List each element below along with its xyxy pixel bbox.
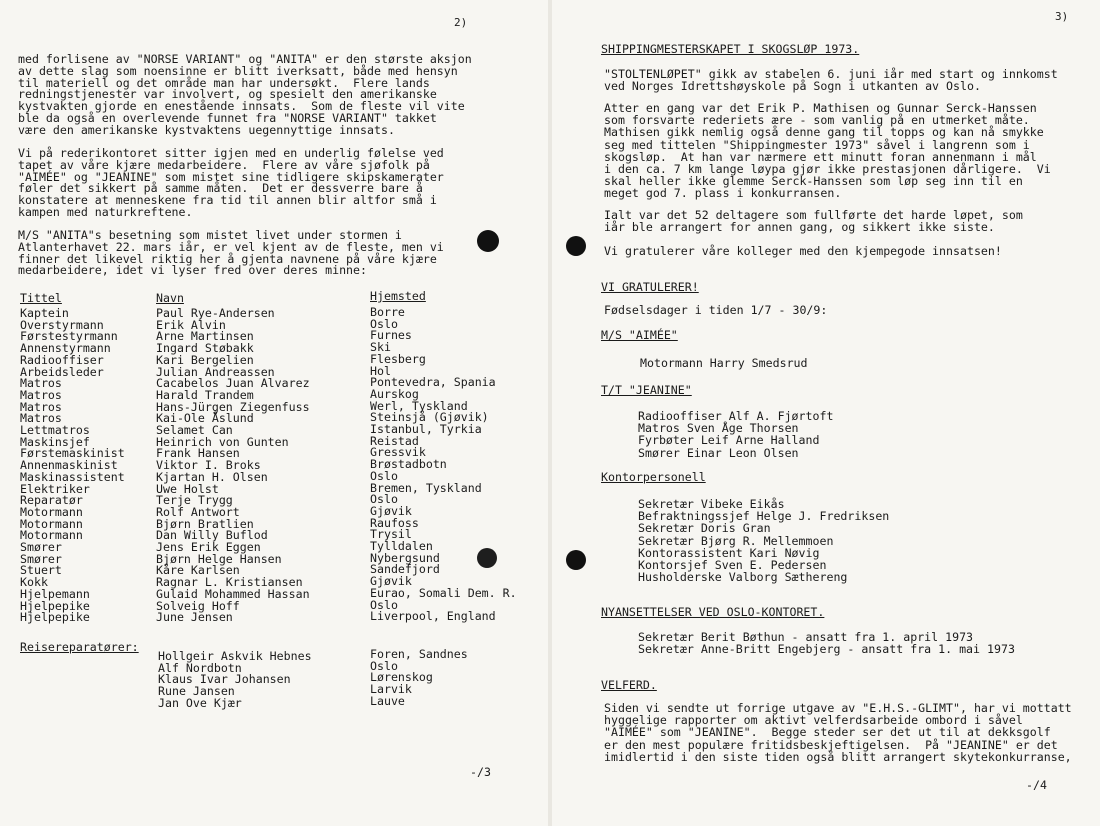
crew-home: Liverpool, England: [370, 609, 496, 624]
birthday-period: Fødselsdager i tiden 1/7 - 30/9:: [604, 303, 828, 317]
text-line: skogsløp. At han var nærmere ett minutt foran annenmann i mål: [604, 149, 1037, 164]
crew-title: Motormann: [20, 528, 83, 543]
crew-title: Annenmaskinist: [20, 458, 118, 473]
continue-mark: -/4: [1026, 778, 1047, 792]
text-line: seg med tittelen "Shippingmester 1973" såvel i langrenn som i: [604, 137, 1030, 152]
repair-name-column: [158, 651, 312, 710]
repair-name: Klaus Ivar Johansen: [158, 672, 291, 687]
header-home: Hjemsted: [370, 289, 426, 303]
crew-name: Viktor I. Broks: [156, 458, 261, 473]
crew-home: Ski: [370, 340, 391, 355]
text-line: av dette slag som noensinne er blitt iverksatt, både med hensyn: [18, 63, 458, 78]
text-line: Siden vi sendte ut forrige utgave av "E.H.S.-GLIMT", har vi mottatt: [604, 701, 1072, 715]
jeanine-list: [638, 410, 833, 459]
repair-name: Jan Ove Kjær: [158, 695, 242, 710]
crew-home: Eurao, Somali Dem. R.: [370, 585, 517, 600]
text-line: Vi på rederikontoret sitter igjen med en underlig følelse ved: [18, 146, 444, 160]
birthday-entry: Radiooffiser Alf A. Fjørtoft: [638, 409, 834, 423]
jeanine-header: T/T "JEANINE": [601, 383, 692, 397]
crew-name: Bjørn Helge Hansen: [156, 551, 282, 566]
crew-title: Lettmatros: [20, 423, 90, 438]
crew-home: Pontevedra, Spania: [370, 375, 496, 390]
birthday-entry: Kontorassistent Kari Nøvig: [638, 545, 820, 560]
crew-title: Kokk: [20, 575, 48, 590]
crew-name: Harald Trandem: [156, 387, 254, 402]
crew-name: Dan Willy Buflod: [156, 528, 268, 543]
crew-title: Hjelpepike: [20, 598, 90, 613]
birthday-entry: Sekretær Vibeke Eikås: [638, 497, 785, 511]
crew-home: Steinsjå (Gjøvik): [370, 410, 489, 425]
crew-title: Førstemaskinist: [20, 446, 125, 461]
crew-title: Matros: [20, 387, 62, 402]
crew-name: Ragnar L. Kristiansen: [156, 575, 303, 590]
crew-home: Sandefjord: [370, 562, 440, 577]
crew-title: Hjelpemann: [20, 586, 90, 601]
repair-home: Larvik: [370, 682, 412, 697]
text-line: Atlanterhavet 22. mars iår, er vel kjent av de fleste, men vi: [18, 239, 444, 254]
text-line: Atter en gang var det Erik P. Mathisen og Gunnar Serck-Hanssen: [604, 101, 1037, 115]
crew-title: Førstestyrmann: [20, 329, 118, 344]
repair-name: Rune Jansen: [158, 684, 235, 699]
crew-name: Bjørn Bratlien: [156, 516, 254, 531]
crew-home: Brøstadbotn: [370, 457, 447, 472]
crew-home: Gressvik: [370, 445, 426, 460]
office-list: [638, 498, 889, 583]
aimee-header: M/S "AIMÉE": [601, 328, 678, 342]
crew-title: Maskinsjef: [20, 434, 90, 449]
birthday-entry: Husholderske Valborg Sæthereng: [638, 570, 848, 585]
crew-title: Smører: [20, 551, 62, 566]
crew-name: Cacabelos Juan Alvarez: [156, 376, 310, 391]
birthday-entry: Smører Einar Leon Olsen: [638, 445, 799, 460]
crew-name: Heinrich von Gunten: [156, 434, 289, 449]
crew-name: Gulaid Mohammed Hassan: [156, 586, 310, 601]
repair-name: Hollgeir Askvik Hebnes: [158, 649, 312, 663]
text-line: redningstjenester var involvert, og spesielt den amerikanske: [18, 87, 437, 102]
hire-entry: Sekretær Berit Bøthun - ansatt fra 1. april 1973: [638, 630, 974, 644]
crew-name: Kåre Karlsen: [156, 563, 240, 578]
crew-title: Motormann: [20, 504, 83, 519]
birthday-entry: Befraktningssjef Helge J. Fredriksen: [638, 509, 890, 524]
crew-home: Furnes: [370, 328, 412, 343]
crew-name: Hans-Jürgen Ziegenfuss: [156, 399, 310, 414]
crew-home: Werl, Tyskland: [370, 398, 468, 413]
crew-name: Ingard Støbakk: [156, 341, 254, 356]
header-title: Tittel: [20, 291, 62, 305]
text-line: meget god 7. plass i konkurransen.: [604, 186, 842, 201]
heading-velferd: VELFERD.: [601, 678, 657, 692]
text-line: skal heller ikke glemme Serck-Hanssen som løp seg inn til en: [604, 174, 1023, 189]
crew-home: Oslo: [370, 597, 398, 612]
header-name: Navn: [156, 291, 184, 305]
condolence-paragraph: [18, 148, 444, 219]
crew-home: Nybergsund: [370, 550, 440, 565]
punch-hole: [566, 236, 586, 256]
text-line: imidlertid i den siste tiden også blitt arrangert skytekonkurranse,: [604, 749, 1072, 764]
office-header: Kontorpersonell: [601, 470, 706, 484]
results-paragraph: [604, 102, 1051, 200]
crew-name: Rolf Antwort: [156, 504, 240, 519]
crew-home: Tylldalen: [370, 539, 433, 554]
crew-name: Kari Bergelien: [156, 352, 254, 367]
hire-list: [638, 631, 1015, 655]
repair-home: Oslo: [370, 658, 398, 673]
crew-name: Uwe Holst: [156, 481, 219, 496]
heading-gratulerer: VI GRATULERER!: [601, 280, 699, 294]
repair-home: Foren, Sandnes: [370, 647, 468, 661]
crew-title: Hjelpepike: [20, 610, 90, 625]
crew-home: Gjøvik: [370, 503, 412, 518]
repair-home: Lørenskog: [370, 670, 433, 685]
birthday-entry: Motormann Harry Smedsrud: [640, 356, 808, 370]
intro-paragraph: [18, 54, 472, 137]
crew-name: June Jensen: [156, 610, 233, 625]
repair-home: Lauve: [370, 693, 405, 708]
punch-hole: [566, 550, 586, 570]
crew-title: Smører: [20, 540, 62, 555]
crew-home: Borre: [370, 305, 405, 319]
crew-title: Stuert: [20, 563, 62, 578]
crew-name: Erik Alvin: [156, 317, 226, 332]
repair-header: Reisereparatører:: [20, 640, 139, 654]
crew-home: Raufoss: [370, 515, 419, 530]
crew-title: Maskinassistent: [20, 469, 125, 484]
crew-name: Terje Trygg: [156, 493, 233, 508]
crew-name: Solveig Hoff: [156, 598, 240, 613]
crew-home: Gjøvik: [370, 574, 412, 589]
crew-name: Selamet Can: [156, 423, 233, 438]
crew-title: Overstyrmann: [20, 317, 104, 332]
crew-home: Istanbul, Tyrkia: [370, 422, 482, 437]
crew-title: Reparatør: [20, 493, 83, 508]
crew-name: Arne Martinsen: [156, 329, 254, 344]
birthday-entry: Kontorsjef Sven E. Pedersen: [638, 558, 827, 573]
birthday-entry: Sekretær Doris Gran: [638, 521, 771, 536]
text-line: være den amerikanske kystvaktens uegennyttige innsats.: [18, 122, 395, 137]
text-line: er den mest populære fritidsbeskjeftigelsen. På "JEANINE" er det: [604, 737, 1058, 752]
text-line: finner det likevel riktig her å gjenta navnene på våre kjære: [18, 251, 437, 266]
crew-home: Oslo: [370, 316, 398, 331]
left-page: [0, 0, 548, 826]
continue-mark: -/3: [470, 765, 491, 779]
birthday-entry: Sekretær Bjørg R. Mellemmoen: [638, 533, 834, 548]
text-line: konstatere at menneskene fra tid til annen blir altfor små i: [18, 193, 437, 208]
welfare-paragraph: [604, 702, 1072, 763]
hire-entry: Sekretær Anne-Britt Engebjerg - ansatt fra 1. mai 1973: [638, 642, 1015, 657]
text-line: kampen med naturkreftene.: [18, 204, 193, 219]
page-number: 3): [1055, 10, 1069, 23]
crew-title: Kaptein: [20, 306, 69, 320]
crew-title: Motormann: [20, 516, 83, 531]
crew-home: Reistad: [370, 433, 419, 448]
crew-name: Julian Andreassen: [156, 364, 275, 379]
text-line: med forlisene av "NORSE VARIANT" og "ANITA" er den største aksjon: [18, 52, 472, 66]
crew-home: Oslo: [370, 468, 398, 483]
text-line: medarbeidere, idet vi lyser fred over deres minne:: [18, 263, 368, 278]
crew-intro-paragraph: [18, 230, 444, 277]
text-line: Mathisen gikk nemlig også denne gang til topps og kan nå smykke: [604, 125, 1044, 140]
crew-home: Trysil: [370, 527, 412, 542]
text-line: til materiell og det område man har undersøkt. Flere lands: [18, 75, 430, 90]
text-line: i den ca. 7 km lange løypa gjør ikke prestasjonen dårligere. Vi: [604, 162, 1051, 177]
text-line: som forsvarte rederiets ære - som vanlig på en utmerket måte.: [604, 113, 1030, 128]
stoltenlop-paragraph: [604, 68, 1058, 92]
participants-paragraph: [604, 209, 1023, 233]
punch-hole: [477, 230, 499, 252]
text-line: "AIMÉE" og "JEANINE" som mistet sine tidligere skipskamerater: [18, 169, 444, 184]
birthday-entry: Fyrbøter Leif Arne Halland: [638, 433, 820, 448]
crew-home: Flesberg: [370, 351, 426, 366]
repair-home-column: [370, 649, 468, 708]
crew-title: Arbeidsleder: [20, 364, 104, 379]
crew-title-column: [20, 308, 125, 624]
text-line: "STOLTENLØPET" gikk av stabelen 6. juni iår med start og innkomst: [604, 67, 1058, 81]
crew-home: Bremen, Tyskland: [370, 480, 482, 495]
page-number: 2): [454, 16, 468, 29]
birthday-entry: Matros Sven Åge Thorsen: [638, 421, 799, 436]
heading-skogslop: SHIPPINGMESTERSKAPET I SKOGSLØP 1973.: [601, 42, 860, 56]
crew-title: Matros: [20, 376, 62, 391]
text-line: hyggelige rapporter om aktivt velferdsarbeide ombord i såvel: [604, 713, 1023, 728]
repair-name: Alf Nordbotn: [158, 660, 242, 675]
text-line: "AIMÉE" som "JEANINE". Begge steder ser det ut til at dekksgolf: [604, 725, 1051, 740]
crew-title: Elektriker: [20, 481, 90, 496]
crew-home: Oslo: [370, 492, 398, 507]
crew-home-column: [370, 307, 517, 623]
text-line: tapet av våre kjære medarbeidere. Flere av våre sjøfolk på: [18, 157, 430, 172]
punch-hole: [477, 548, 497, 568]
crew-title: Matros: [20, 399, 62, 414]
text-line: iår ble arrangert for annen gang, og sikkert ikke siste.: [604, 220, 995, 235]
text-line: kystvakten gjorde en enestående innsats. Som de fleste vil vite: [18, 99, 465, 114]
crew-home: Aurskog: [370, 386, 419, 401]
crew-title: Matros: [20, 411, 62, 426]
crew-name-column: [156, 308, 310, 624]
text-line: M/S "ANITA"s besetning som mistet livet under stormen i: [18, 228, 402, 242]
congrats-line: Vi gratulerer våre kolleger med den kjempegode innsatsen!: [604, 244, 1002, 258]
heading-hires: NYANSETTELSER VED OSLO-KONTORET.: [601, 605, 825, 619]
text-line: Ialt var det 52 deltagere som fullførte det harde løpet, som: [604, 208, 1023, 222]
aimee-list: [640, 357, 808, 369]
crew-title: Radiooffiser: [20, 352, 104, 367]
crew-name: Kai-Ole Åslund: [156, 411, 254, 426]
crew-name: Paul Rye-Andersen: [156, 306, 275, 320]
crew-name: Kjartan H. Olsen: [156, 469, 268, 484]
text-line: føler det sikkert på samme måten. Det er dessverre bare å: [18, 181, 423, 196]
crew-name: Frank Hansen: [156, 446, 240, 461]
text-line: ved Norges Idrettshøyskole på Sogn i utkanten av Oslo.: [604, 79, 981, 94]
crew-name: Jens Erik Eggen: [156, 540, 261, 555]
crew-home: Hol: [370, 363, 391, 378]
crew-title: Annenstyrmann: [20, 341, 111, 356]
text-line: ble da også en overlevende funnet fra "NORSE VARIANT" takket: [18, 110, 437, 125]
